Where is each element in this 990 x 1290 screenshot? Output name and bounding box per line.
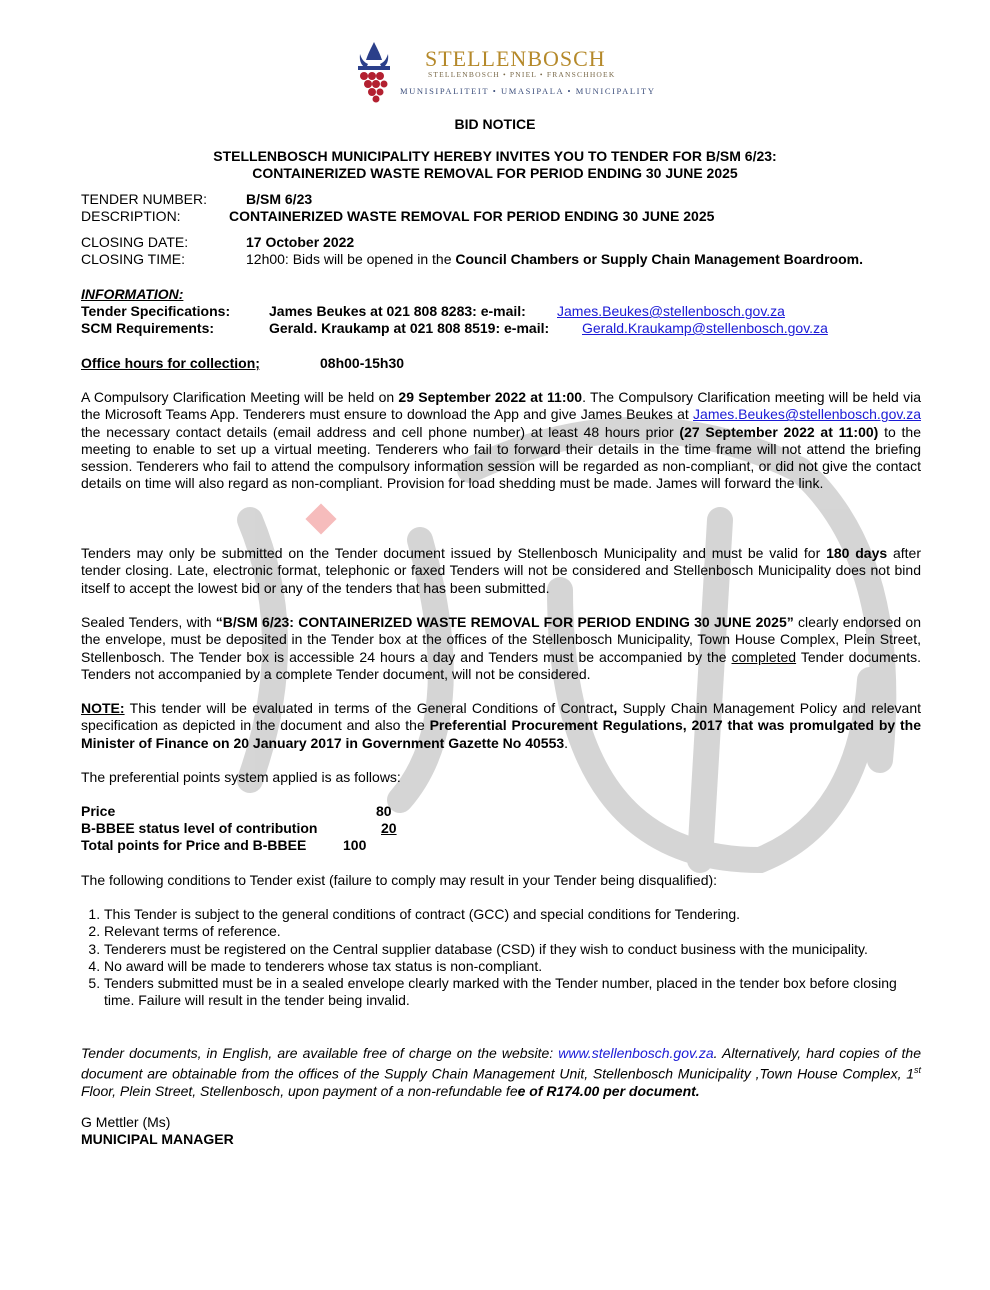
invite-line-1: STELLENBOSCH MUNICIPALITY HEREBY INVITES YOU TO TENDER FOR B/SM 6/23:	[213, 148, 777, 164]
logo-name: STELLENBOSCH	[425, 46, 606, 71]
price-label: Price	[81, 803, 116, 819]
stellenbosch-crest-icon	[352, 40, 396, 106]
municipality-logo	[352, 40, 656, 106]
page-title: BID NOTICE	[454, 116, 536, 132]
spec-label: Tender Specifications:	[81, 303, 231, 319]
meeting-email-link[interactable]: James.Beukes@stellenbosch.gov.za	[693, 406, 921, 423]
scm-contact: Gerald. Kraukamp at 021 808 8519: e-mail:	[269, 320, 550, 336]
validity-paragraph: Tenders may only be submitted on the Tender document issued by Stellenbosch Municipality and must be valid for 180 days after tender closing. Late, electronic format, telephonic or faxed Tenders will not be considered and Stellenbosch Municipality does not bind itself to accept the lowest bid or any of the tenders that has been submitted.	[81, 545, 921, 596]
scm-label: SCM Requirements:	[81, 320, 215, 336]
description-value: CONTAINERIZED WASTE REMOVAL FOR PERIOD ENDING 30 JUNE 2025	[229, 208, 715, 224]
office-hours-value: 08h00-15h30	[320, 355, 405, 371]
signatory-name: G Mettler (Ms)	[81, 1114, 171, 1130]
description-label: DESCRIPTION:	[81, 208, 181, 224]
conditions-intro: The following conditions to Tender exist (failure to comply may result in your Tender being disqualified):	[81, 872, 718, 888]
total-label: Total points for Price and B-BBEE	[81, 837, 307, 853]
spec-contact: James Beukes at 021 808 8283: e-mail:	[269, 303, 526, 319]
logo-tagline: MUNISIPALITEIT • UMASIPALA • MUNICIPALITY	[400, 86, 656, 96]
website-link[interactable]: www.stellenbosch.gov.za	[558, 1045, 714, 1061]
list-item: 1. This Tender is subject to the general conditions of contract (GCC) and special conditions for Tendering.	[104, 906, 904, 923]
list-item: 3. Tenderers must be registered on the Central supplier database (CSD) if they wish to conduct business with the municipality.	[104, 941, 904, 958]
closing-date-label: CLOSING DATE:	[81, 234, 189, 250]
signatory-title: MUNICIPAL MANAGER	[81, 1131, 234, 1147]
invite-line-2: CONTAINERIZED WASTE REMOVAL FOR PERIOD ENDING 30 JUNE 2025	[252, 165, 738, 181]
bbbee-value: 20	[381, 820, 397, 836]
scm-email-link[interactable]: Gerald.Kraukamp@stellenbosch.gov.za	[582, 320, 828, 336]
closing-date-value: 17 October 2022	[246, 234, 355, 250]
information-heading: INFORMATION:	[81, 286, 184, 302]
closing-time-label: CLOSING TIME:	[81, 251, 185, 267]
sealed-tenders-paragraph: Sealed Tenders, with “B/SM 6/23: CONTAINERIZED WASTE REMOVAL FOR PERIOD ENDING 30 JUNE 2025” clearly endorsed on the envelope, must be deposited in the Tender box at the offices of the Stellenbosch Municipality, Town House Complex, Plein Street, Stellenbosch. The Tender box is accessible 24 hours a day and Tenders must be accompanied by the completed Tender documents. Tenders not accompanied by a complete Tender document, will not be considered.	[81, 614, 921, 682]
list-item: 4. No award will be made to tenderers whose tax status is non-compliant.	[104, 958, 904, 975]
list-item: 2. Relevant terms of reference.	[104, 923, 904, 940]
logo-subtitle: STELLENBOSCH • PNIEL • FRANSCHHOEK	[428, 70, 616, 79]
tender-number-value: B/SM 6/23	[246, 191, 313, 207]
documents-paragraph: Tender documents, in English, are available free of charge on the website: www.stellenbosch.gov.za. Alternatively, hard copies of the document are obtainable from the offices of the Supply Chain Management Unit, Stellenbosch Municipality ,Town House Complex, 1st Floor, Plein Street, Stellenbosch, upon payment of a non-refundable fee of R174.00 per document.	[81, 1045, 921, 1100]
bbbee-label: B-BBEE status level of contribution	[81, 820, 318, 836]
office-hours-label: Office hours for collection;	[81, 355, 260, 371]
closing-time-value: 12h00: Bids will be opened in the Council Chambers or Supply Chain Management Boardroom.	[246, 251, 863, 267]
conditions-list	[81, 906, 904, 1010]
note-paragraph: NOTE: This tender will be evaluated in terms of the General Conditions of Contract, Supply Chain Management Policy and relevant specification as depicted in the document and also the Preferential Procurement Regulations, 2017 that was promulgated by the Minister of Finance on 20 January 2017 in Government Gazette No 40553.	[81, 700, 922, 751]
points-intro: The preferential points system applied is as follows:	[81, 769, 401, 785]
price-value: 80	[376, 803, 392, 819]
tender-number-label: TENDER NUMBER:	[81, 191, 208, 207]
list-item: 5. Tenders submitted must be in a sealed envelope clearly marked with the Tender number, placed in the tender box before closing time. Failure will result in the tender being invalid.	[104, 975, 904, 1010]
total-value: 100	[343, 837, 367, 853]
meeting-paragraph: A Compulsory Clarification Meeting will be held on 29 September 2022 at 11:00. The Compulsory Clarification meeting will be held via the Microsoft Teams App. Tenderers must ensure to download the App and give James Beukes at James.Beukes@stellenbosch.gov.za the necessary contact details (email address and cell phone number) at least 48 hours prior (27 September 2022 at 11:00) to the meeting to enable to set up a virtual meeting. Tenderers who fail to forward their details in the time frame will not attend the briefing session. Tenderers who fail to attend the compulsory information session will be regarded as non-compliant, or did not give the contact details on time will also regard as non-compliant. Provision for load shedding must be made. James will forward the link.	[81, 389, 921, 492]
spec-email-link[interactable]: James.Beukes@stellenbosch.gov.za	[557, 303, 785, 319]
